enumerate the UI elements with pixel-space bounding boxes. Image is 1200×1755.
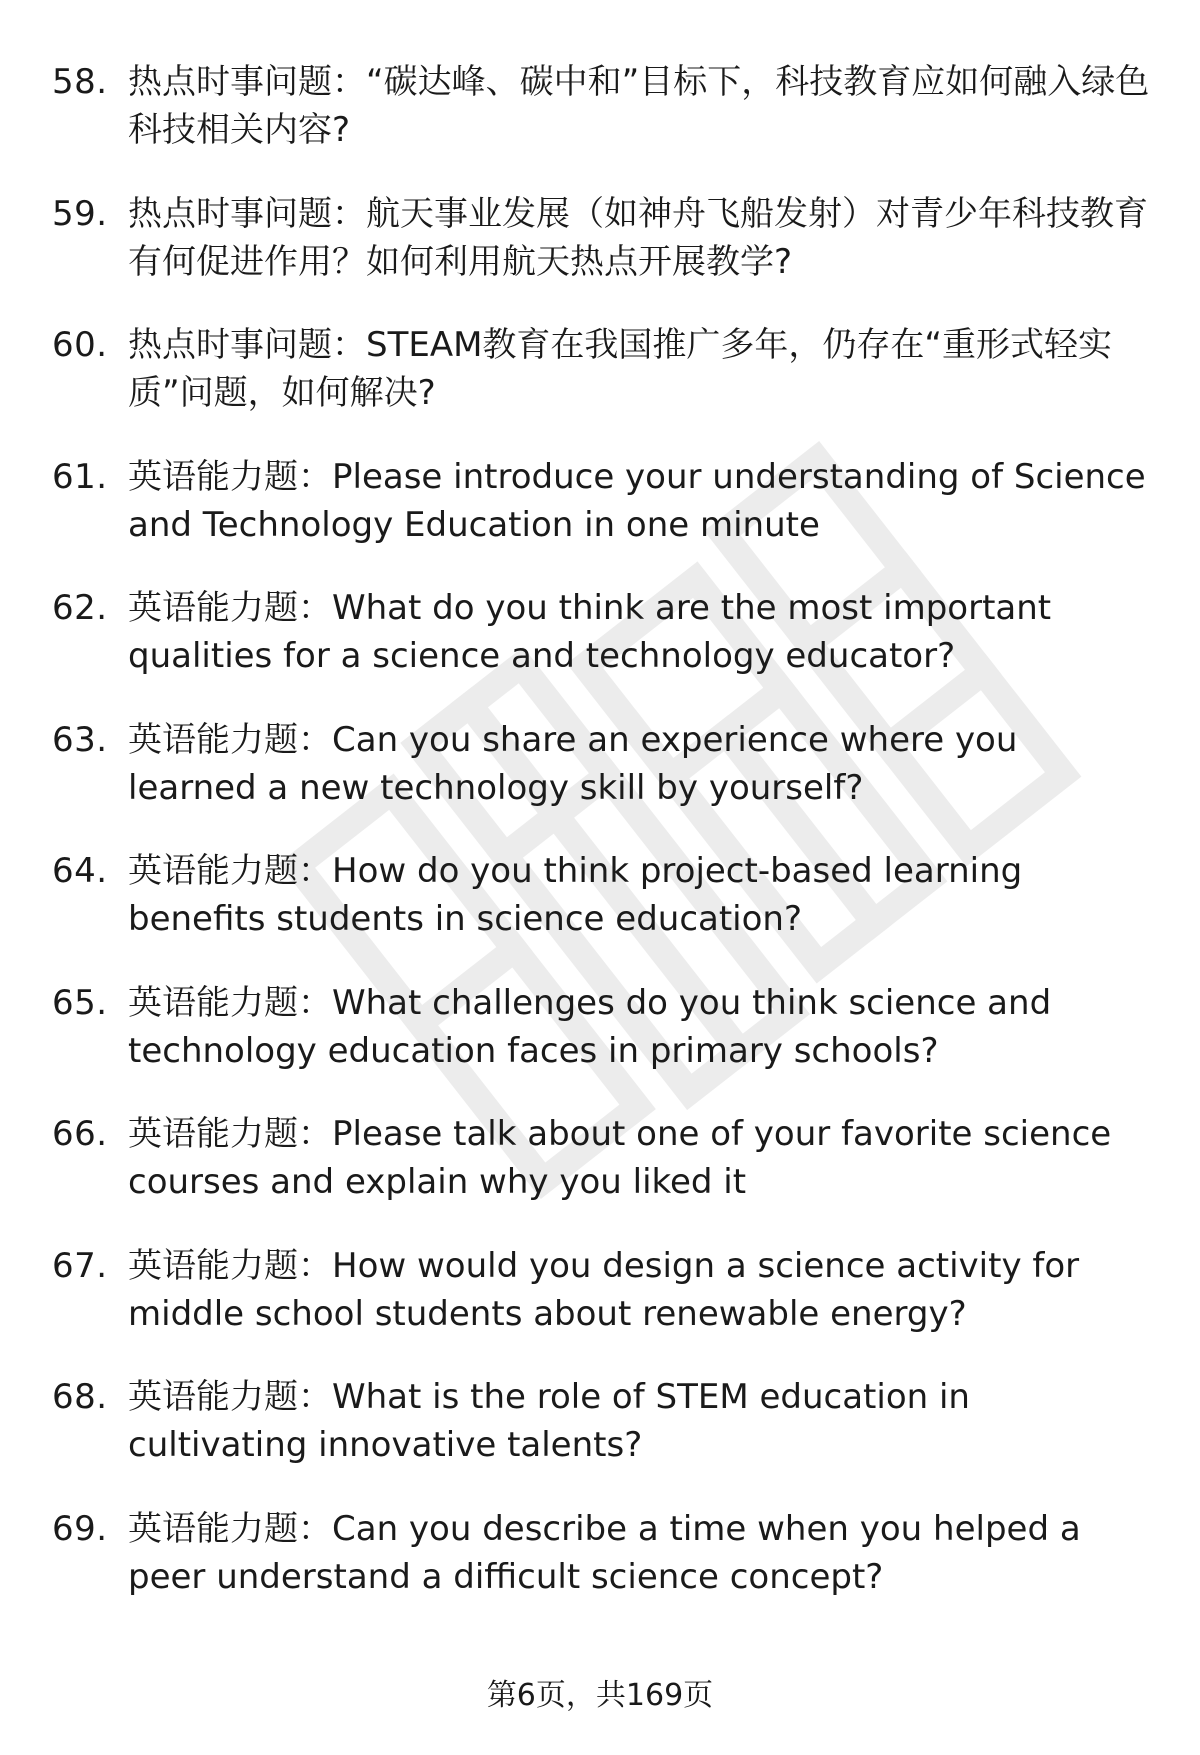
question-text: 英语能力题：Can you share an experience where you learned a new technology skill by yourself?	[128, 719, 1018, 808]
question-item	[0, 847, 1200, 979]
question-text: 英语能力题：Can you describe a time when you helped a peer understand a difficult science concept?	[128, 1508, 1081, 1597]
question-text: 热点时事问题：STEAM教育在我国推广多年，仍存在“重形式轻实质”问题，如何解决?	[128, 325, 1113, 413]
question-item	[0, 979, 1200, 1111]
question-number: 58.	[52, 62, 108, 102]
question-text: 热点时事问题：航天事业发展（如神舟飞船发射）对青少年科技教育有何促进作用？如何利用航天热点开展教学?	[128, 193, 1148, 282]
question-number: 68.	[52, 1377, 108, 1417]
question-number: 65.	[52, 982, 108, 1023]
question-number: 66.	[52, 1114, 108, 1154]
question-item	[0, 716, 1200, 848]
question-item	[0, 453, 1200, 585]
question-number: 69.	[52, 1508, 108, 1549]
question-number: 59.	[52, 193, 108, 234]
question-item	[0, 321, 1200, 453]
question-number: 62.	[52, 588, 108, 628]
question-item	[0, 584, 1200, 716]
question-item	[0, 1505, 1200, 1637]
page-number-label: 第6页，共169页	[486, 1678, 714, 1713]
question-number: 60.	[52, 325, 108, 365]
question-text: 英语能力题：What do you think are the most important qualities for a science and technology educator?	[128, 588, 1052, 676]
question-text: 英语能力题：What is the role of STEM education in cultivating innovative talents?	[128, 1377, 970, 1465]
question-item	[0, 58, 1200, 190]
page-footer	[0, 1676, 1200, 1716]
question-item	[0, 1242, 1200, 1374]
question-list	[0, 58, 1200, 1636]
question-text: 英语能力题：How would you design a science activity for middle school students about renewable energy?	[128, 1245, 1080, 1334]
question-number: 63.	[52, 719, 108, 760]
question-item	[0, 1110, 1200, 1242]
question-text: 英语能力题：Please talk about one of your favorite science courses and explain why you liked it	[128, 1114, 1112, 1202]
question-item	[0, 190, 1200, 322]
question-number: 67.	[52, 1245, 108, 1286]
question-number: 64.	[52, 851, 108, 891]
question-text: 热点时事问题：“碳达峰、碳中和”目标下，科技教育应如何融入绿色科技相关内容?	[128, 62, 1150, 150]
question-text: 英语能力题：What challenges do you think science and technology education faces in primary schools?	[128, 982, 1052, 1071]
question-item	[0, 1373, 1200, 1505]
question-number: 61.	[52, 456, 108, 497]
question-text: 英语能力题：Please introduce your understanding of Science and Technology Education in one minute	[128, 456, 1146, 545]
question-text: 英语能力题：How do you think project-based learning benefits students in science education?	[128, 851, 1023, 939]
